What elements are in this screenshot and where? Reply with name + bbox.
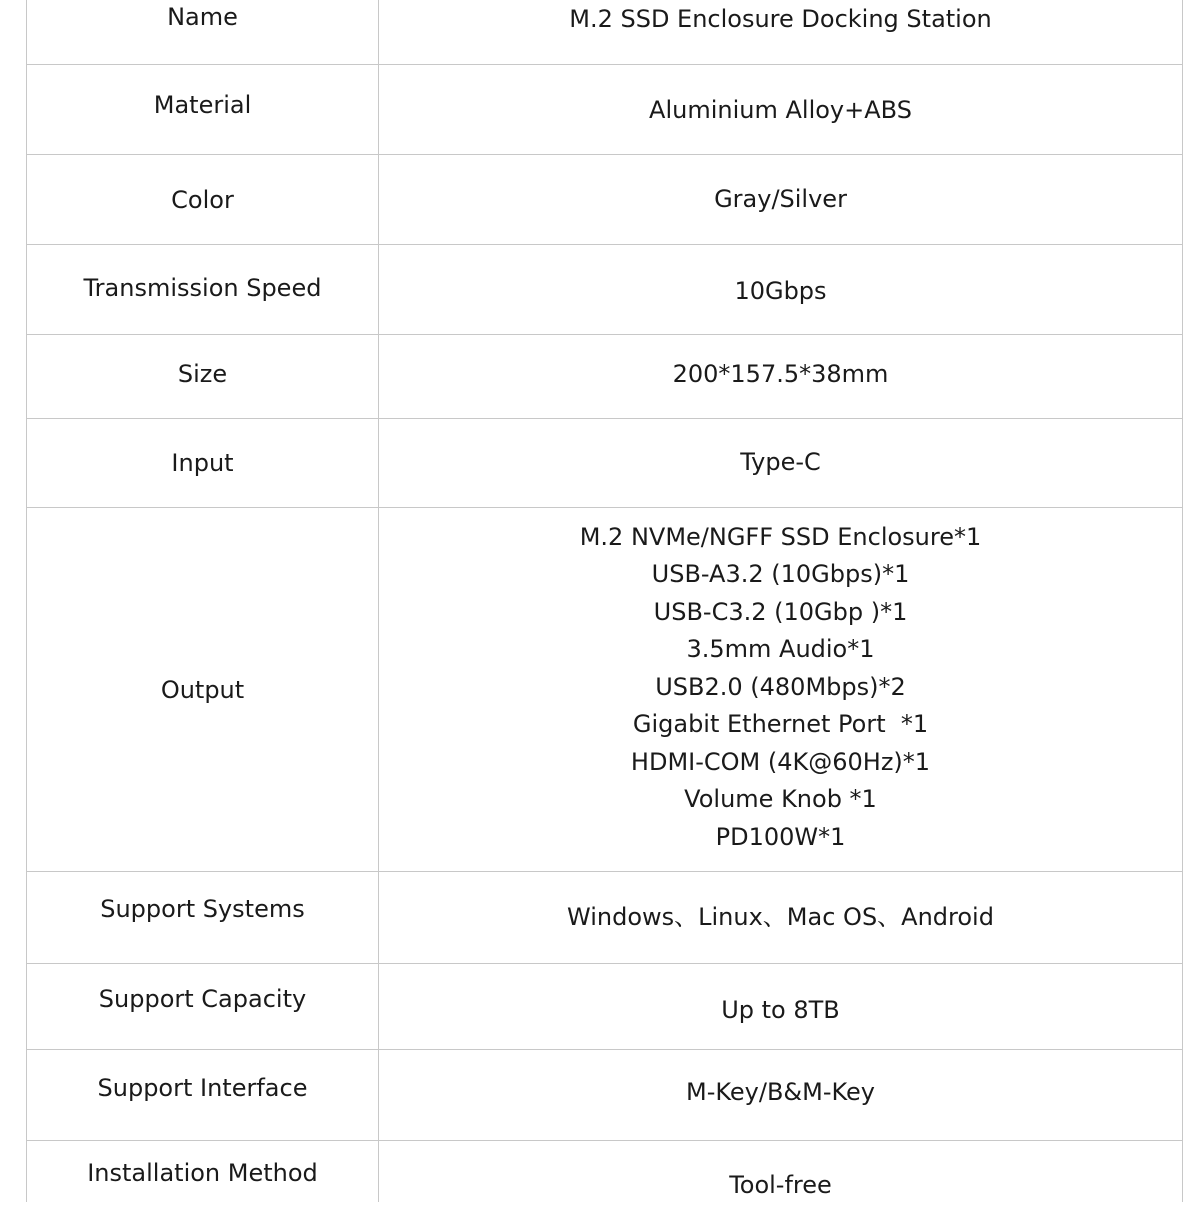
spec-value-line: Tool-free <box>729 1171 832 1199</box>
spec-label: Size <box>27 335 379 418</box>
spec-value-line: 10Gbps <box>734 276 827 305</box>
spec-value-line: 200*157.5*38mm <box>672 359 889 388</box>
spec-value <box>379 964 1182 1049</box>
spec-label: Color <box>27 155 379 244</box>
spec-row-size <box>27 335 1182 419</box>
spec-table <box>26 0 1183 1202</box>
spec-value-line: 3.5mm Audio*1 <box>686 635 875 664</box>
spec-value-line: M.2 SSD Enclosure Docking Station <box>569 5 992 34</box>
spec-label: Support Interface <box>27 1050 379 1140</box>
spec-row-transmission-speed <box>27 245 1182 335</box>
spec-label: Support Capacity <box>27 964 379 1049</box>
spec-value-line: USB-A3.2 (10Gbps)*1 <box>651 560 910 589</box>
spec-value-line: M-Key/B&M-Key <box>685 1078 876 1107</box>
spec-value-line: PD100W*1 <box>715 822 846 851</box>
spec-value <box>379 65 1182 154</box>
spec-value-line: Windows、Linux、Mac OS、Android <box>567 902 994 931</box>
spec-row-support-interface <box>27 1050 1182 1141</box>
spec-row-output <box>27 508 1182 872</box>
spec-value-line: Volume Knob *1 <box>684 785 877 814</box>
spec-value <box>379 0 1182 64</box>
spec-label: Support Systems <box>27 872 379 963</box>
spec-value <box>379 1050 1182 1140</box>
spec-label: Material <box>27 65 379 154</box>
spec-value <box>379 1141 1182 1202</box>
spec-value-line: HDMI-COM (4K@60Hz)*1 <box>630 747 931 776</box>
spec-label: Transmission Speed <box>27 245 379 334</box>
spec-row-support-systems <box>27 872 1182 964</box>
spec-value <box>379 872 1182 963</box>
spec-row-input <box>27 419 1182 508</box>
spec-label: Name <box>27 0 379 64</box>
spec-row-color <box>27 155 1182 245</box>
spec-label: Installation Method <box>27 1141 379 1202</box>
spec-value <box>379 419 1182 507</box>
spec-row-name <box>27 0 1182 65</box>
spec-value-line: M.2 NVMe/NGFF SSD Enclosure*1 <box>579 522 982 551</box>
spec-row-material <box>27 65 1182 155</box>
spec-value-line: Gray/Silver <box>714 184 847 213</box>
spec-value <box>379 245 1182 334</box>
spec-label: Input <box>27 419 379 507</box>
spec-value <box>379 335 1182 418</box>
spec-label: Output <box>27 508 379 871</box>
spec-row-support-capacity <box>27 964 1182 1050</box>
spec-value <box>379 508 1182 871</box>
spec-value-line: Aluminium Alloy+ABS <box>649 95 912 124</box>
spec-value-line: USB2.0 (480Mbps)*2 <box>655 672 906 701</box>
spec-value-line: Up to 8TB <box>721 995 840 1024</box>
spec-row-installation-method <box>27 1141 1182 1202</box>
spec-value-line: USB-C3.2 (10Gbp )*1 <box>653 597 908 626</box>
spec-value-line: Type-C <box>740 448 821 477</box>
spec-value-line: Gigabit Ethernet Port *1 <box>632 710 929 739</box>
spec-value <box>379 155 1182 244</box>
